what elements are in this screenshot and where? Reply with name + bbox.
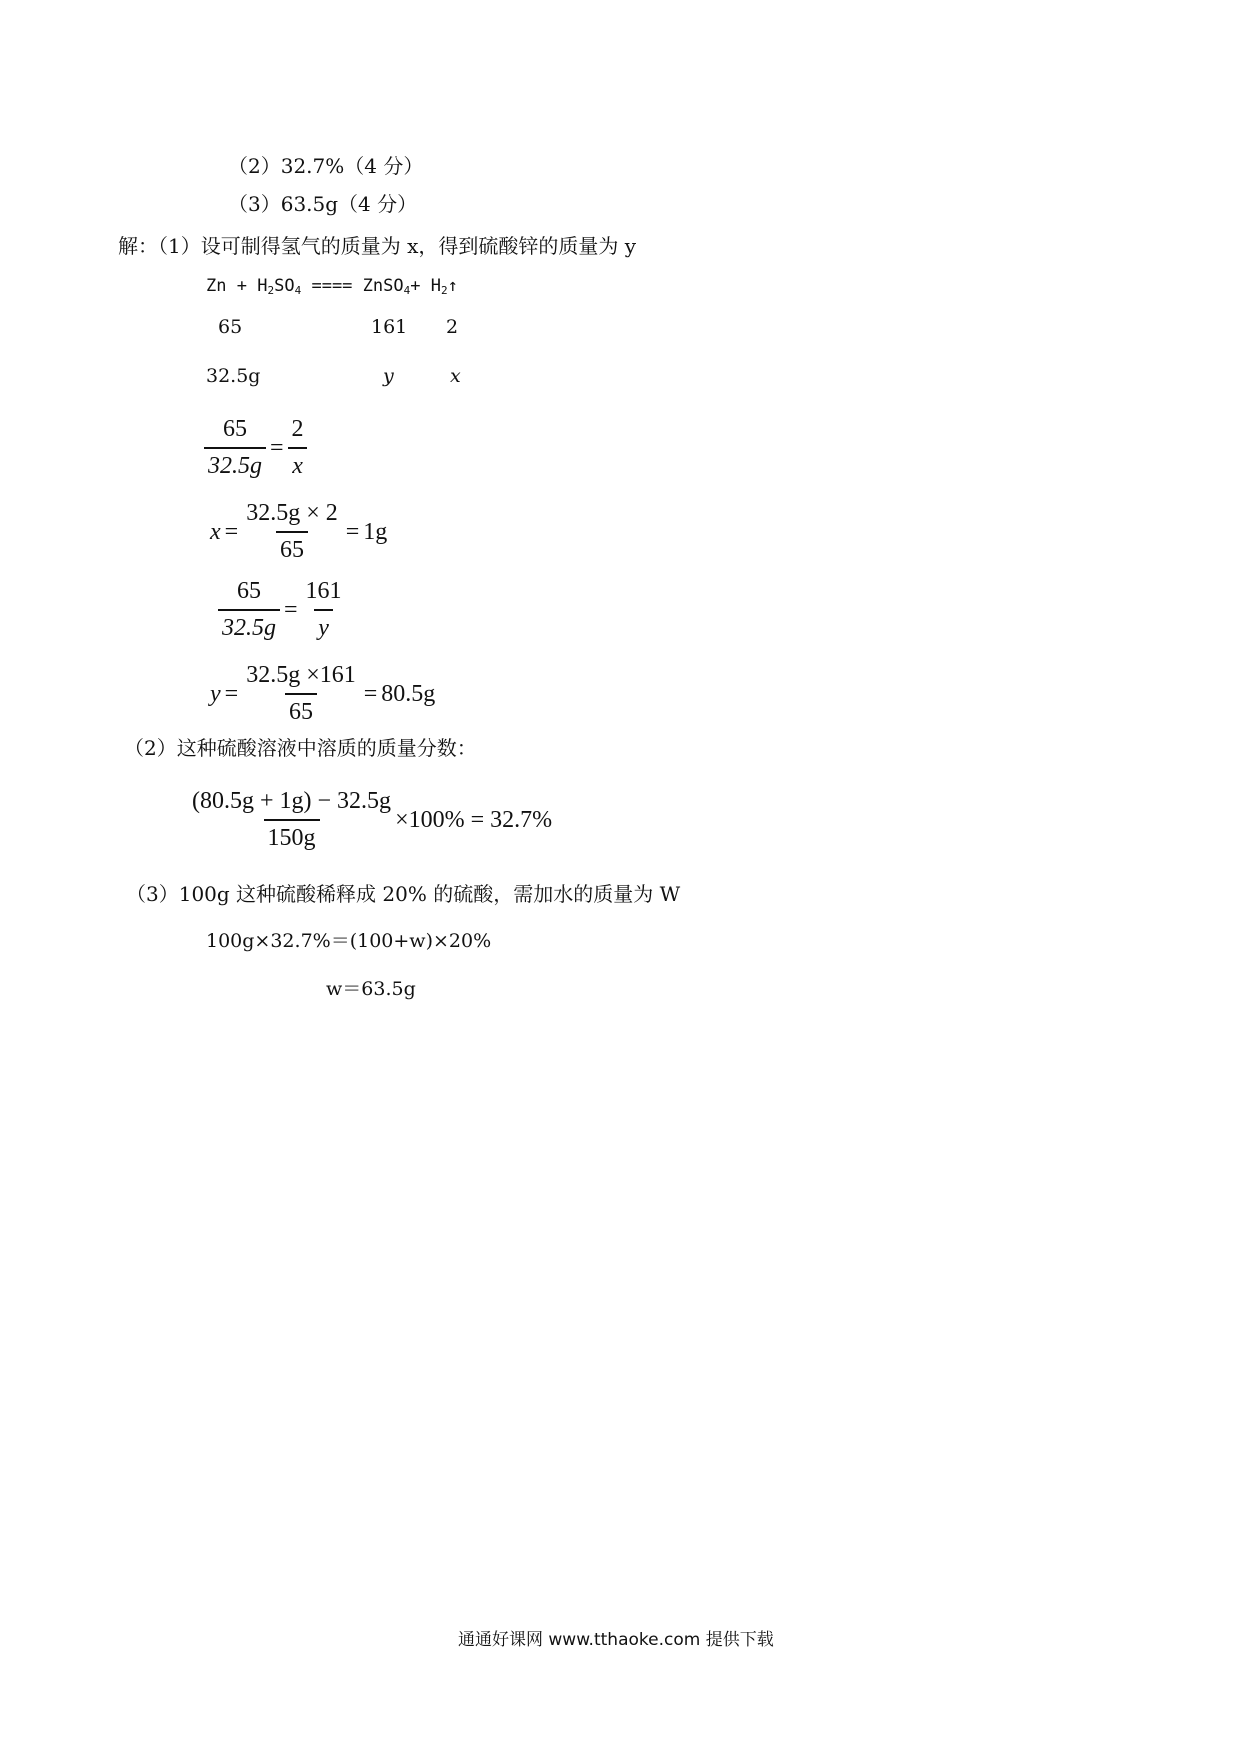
formula-h2so4: $H_2SO_4$ (257, 276, 302, 297)
amount-zn: 32.5g (206, 365, 261, 387)
ratio-equation-1: $\frac{65}{32.5g}$ = $\frac{2}{x}$ (204, 416, 308, 480)
mass-fraction-calc: $\frac{(80.5g + 1g) - 32.5g}{150g}$ ×100% = 32.7% (188, 788, 552, 852)
reaction-arrow: ==== (311, 276, 353, 296)
fraction-mass: $\frac{(80.5g + 1g) - 32.5g}{150g}$ (192, 788, 392, 851)
plus-sign: + (236, 276, 247, 296)
mass-znso4: 161 (371, 316, 408, 338)
fraction-x: $\frac{32.5g \times 2}{65}$ (246, 500, 338, 563)
chemical-equation (206, 278, 458, 296)
part3-equation: 100g×32.7%＝(100+w)×20% (206, 930, 492, 952)
mass-h2: 2 (446, 316, 459, 338)
calc-x: x = $\frac{32.5g \times 2}{65}$ = 1g (210, 500, 388, 563)
mass-zn: 65 (218, 316, 243, 338)
answer-line-3: （3）63.5g（4 分） (228, 192, 418, 216)
fraction-right: $\frac{2}{x}$ (288, 416, 308, 480)
formula-h2: $H_2↑$ (430, 276, 458, 297)
part2-title: （2）这种硫酸溶液中溶质的质量分数： (124, 736, 477, 760)
amount-h2: x (450, 365, 461, 387)
answer-line-2: （2）32.7%（4 分） (228, 154, 424, 178)
solution-intro: 解：（1）设可制得氢气的质量为 x，得到硫酸锌的质量为 y (118, 234, 637, 258)
formula-znso4: ZnSO$_4$ (362, 276, 411, 297)
calc-y: y = $\frac{32.5g \times 161}{65}$ = 80.5g (210, 662, 436, 725)
ratio-equation-2: $\frac{65}{32.5g}$ = $\frac{161}{y}$ (218, 578, 346, 642)
part3-result: w＝63.5g (326, 978, 416, 1000)
amount-znso4: y (383, 365, 394, 387)
page-footer: 通通好课网 www.tthaoke.com 提供下载 (458, 1630, 774, 1650)
fraction-right-2: $\frac{161}{y}$ (305, 578, 342, 641)
formula-zn: Zn (206, 276, 227, 296)
plus-sign-2: + (410, 276, 421, 296)
fraction-left-2: $\frac{65}{32.5g}$ (218, 578, 280, 642)
fraction-y: $\frac{32.5g \times 161}{65}$ (246, 662, 356, 725)
part3-title: （3）100g 这种硫酸稀释成 20% 的硫酸，需加水的质量为 W (126, 882, 681, 906)
fraction-left: $\frac{65}{32.5g}$ (204, 416, 266, 480)
